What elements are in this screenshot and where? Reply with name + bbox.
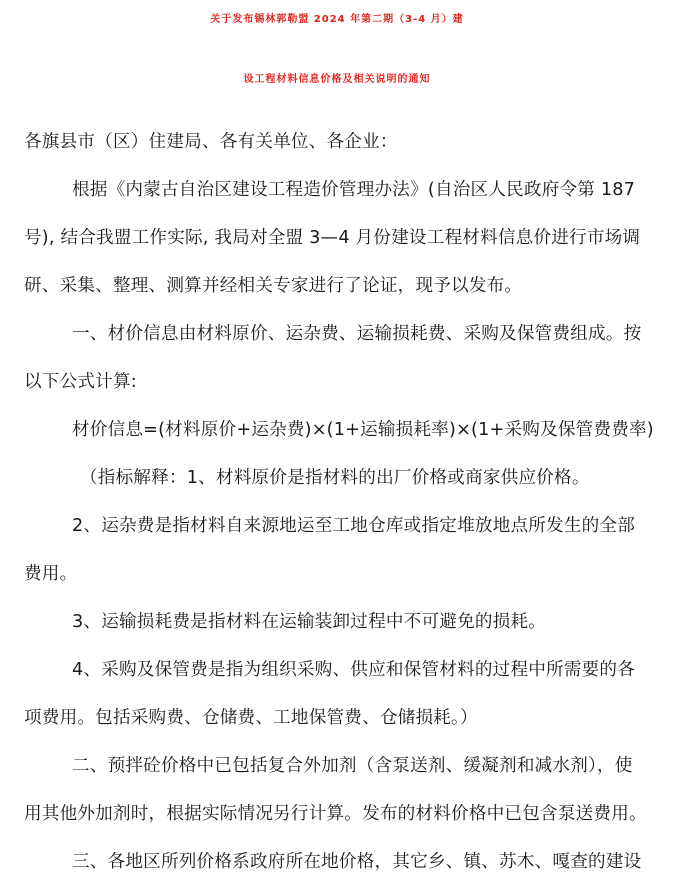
note-line: 项费用。包括采购费、仓储费、工地保管费、仓储损耗。） [24,708,478,728]
paragraph-basis-line: 研、采集、整理、测算并经相关专家进行了论证，现予以发布。 [24,276,523,296]
section-one-line: 以下公式计算: [24,372,137,392]
formula-line: 材价信息=(材料原价+运杂费)×(1+运输损耗率)×(1+采购及保管费费率) [72,420,654,440]
notice-title-line-2: 设工程材料信息价格及相关说明的通知 [243,74,431,85]
salutation: 各旗县市（区）住建局、各有关单位、各企业： [24,132,398,152]
section-one-line: 一、材价信息由材料原价、运杂费、运输损耗费、采购及保管费组成。按 [72,324,642,344]
paragraph-basis-line: 号), 结合我盟工作实际, 我局对全盟 3—4 月份建设工程材料信息价进行市场调 [24,228,641,248]
notice-title-line-1: 关于发布锡林郭勒盟 2024 年第二期（3-4 月）建 [210,14,464,25]
paragraph-basis-line: 根据《内蒙古自治区建设工程造价管理办法》(自治区人民政府令第 187 [72,180,636,200]
note-line: 2、运杂费是指材料自来源地运至工地仓库或指定堆放地点所发生的全部 [72,516,636,536]
note-line: 4、采购及保管费是指为组织采购、供应和保管材料的过程中所需要的各 [72,660,636,680]
note-line: 3、运输损耗费是指材料在运输装卸过程中不可避免的损耗。 [72,612,547,632]
note-line: 费用。 [24,564,78,584]
section-three-line: 三、各地区所列价格系政府所在地价格，其它乡、镇、苏木、嘎查的建设 [72,852,642,872]
section-two-line: 二、预拌砼价格中已包括复合外加剂（含泵送剂、缓凝剂和减水剂），使 [72,756,633,776]
section-two-line: 用其他外加剂时，根据实际情况另行计算。发布的材料价格中已包含泵送费用。 [24,804,647,824]
note-line: （指标解释：1、材料原价是指材料的出厂价格或商家供应价格。 [80,468,590,488]
